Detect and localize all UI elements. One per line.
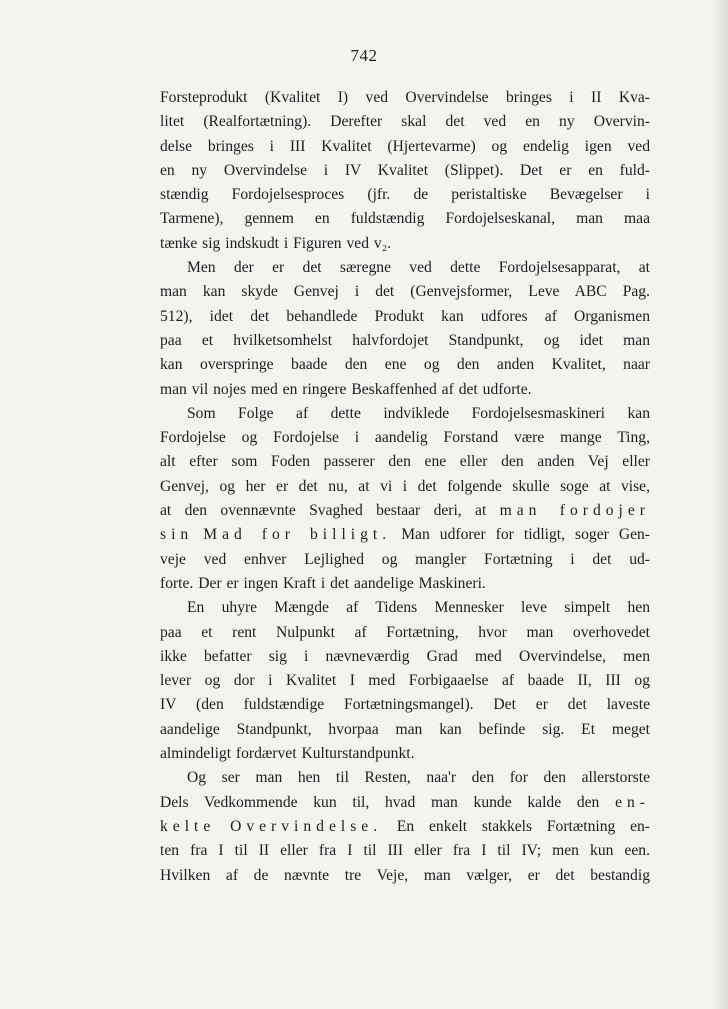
text-line: forte. Der er ingen Kraft i det aandelige Maskineri. bbox=[160, 574, 486, 592]
text-line: Som Folge af dette indviklede Fordojelsesmaskineri kan bbox=[187, 404, 650, 422]
text-line: almindeligt fordærvet Kulturstandpunkt. bbox=[160, 745, 415, 763]
text-segment: Man udforer for tidligt, soger Gen- bbox=[401, 526, 650, 544]
text-segment: Dels Vedkommende kun til, hvad man kunde kalde den bbox=[160, 793, 600, 811]
text-line: en ny Overvindelse i IV Kvalitet (Slippet). Det er en fuld- bbox=[160, 161, 650, 179]
text-line: litet (Realfortætning). Derefter skal det ved en ny Overvin- bbox=[160, 113, 650, 131]
paragraph-2 bbox=[160, 256, 650, 402]
page-number: 742 bbox=[350, 46, 378, 65]
spaced-emphasis: kelte bbox=[160, 817, 216, 835]
text-line bbox=[160, 523, 650, 547]
paragraph-4 bbox=[160, 596, 650, 766]
text-line: Genvej, og her er det nu, at vi i det folgende skulle soge at vise, bbox=[160, 477, 650, 495]
paragraph-3 bbox=[160, 402, 650, 596]
text-segment: En enkelt stakkels Fortætning en- bbox=[396, 817, 650, 835]
text-line bbox=[160, 815, 650, 839]
text-line bbox=[160, 499, 650, 523]
text-line: delse bringes i III Kvalitet (Hjertevarme) og endelig igen ved bbox=[160, 137, 650, 155]
text-line: alt efter som Foden passerer den ene eller den anden Vej eller bbox=[160, 453, 650, 471]
text-line: veje ved enhver Lejlighed og mangler Fortætning i det ud- bbox=[160, 550, 650, 568]
spaced-emphasis: en- bbox=[615, 793, 650, 811]
text-line: IV (den fuldstændige Fortætningsmangel). Det er det laveste bbox=[160, 696, 650, 714]
text-line: lever og dor i Kvalitet I med Forbigaaelse af baade II, III og bbox=[160, 672, 650, 690]
paragraph-5 bbox=[160, 766, 650, 887]
text-line: paa et rent Nulpunkt af Fortætning, hvor man overhovedet bbox=[160, 623, 650, 641]
text-line: Men der er det særegne ved dette Fordojelsesapparat, at bbox=[187, 259, 650, 277]
spaced-emphasis: Mad for billigt. bbox=[203, 526, 392, 544]
text-line: stændig Fordojelsesproces (jfr. de peristaltiske Bevægelser i bbox=[160, 186, 650, 204]
text-line bbox=[160, 791, 650, 815]
text-line: kan overspringe baade den ene og den anden Kvalitet, naar bbox=[160, 356, 650, 374]
spaced-emphasis: sin bbox=[160, 526, 194, 544]
text-line: ikke befatter sig i nævneværdig Grad med Overvindelse, men bbox=[160, 647, 650, 665]
text-line: En uhyre Mængde af Tidens Mennesker leve simpelt hen bbox=[187, 599, 650, 617]
text-line: Og ser man hen til Resten, naa'r den for den allerstorste bbox=[187, 769, 650, 787]
text-line: 512), idet det behandlede Produkt kan udfores af Organismen bbox=[160, 307, 650, 325]
text-line: Hvilken af de nævnte tre Veje, man vælger, er det bestandig bbox=[160, 866, 650, 884]
text-segment: at den ovennævnte Svaghed bestaar deri, at bbox=[160, 502, 487, 520]
text-line: paa et hvilketsomhelst halvfordojet Standpunkt, og idet man bbox=[160, 331, 650, 349]
text-line: man kan skyde Genvej i det (Genvejsformer, Leve ABC Pag. bbox=[160, 283, 650, 301]
text-line: Forsteprodukt (Kvalitet I) ved Overvindelse bringes i II Kva- bbox=[160, 89, 650, 106]
spaced-emphasis: Overvindelse. bbox=[230, 817, 383, 835]
paragraph-1 bbox=[160, 86, 650, 256]
body-text bbox=[160, 86, 650, 888]
text-line: tænke sig indskudt i Figuren ved v₂. bbox=[160, 234, 392, 252]
page-edge-shadow bbox=[714, 0, 728, 1009]
text-line: aandelige Standpunkt, hvorpaa man kan befinde sig. Et meget bbox=[160, 720, 650, 738]
spaced-emphasis: man fordojer bbox=[499, 502, 650, 520]
text-line: Tarmene), gennem en fuldstændig Fordojelseskanal, man maa bbox=[160, 210, 650, 228]
text-line: ten fra I til II eller fra I til III eller fra I til IV; men kun een. bbox=[160, 842, 650, 860]
text-line: man vil nojes med en ringere Beskaffenhed af det udforte. bbox=[160, 380, 532, 398]
text-line: Fordojelse og Fordojelse i aandelig Forstand være mange Ting, bbox=[160, 429, 650, 447]
